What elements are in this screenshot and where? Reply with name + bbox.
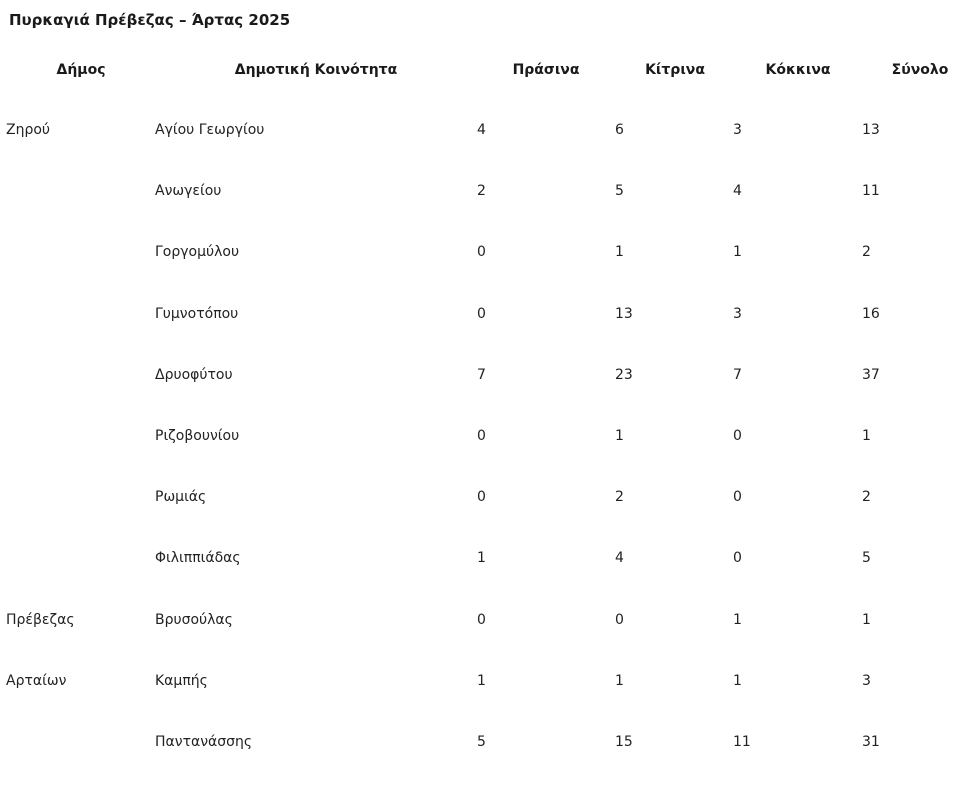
cell-koinotita: Ρωμιάς [155,489,207,505]
cell-synolo: 5 [862,550,871,566]
cell-kitrina: 13 [615,306,633,322]
cell-kokkina: 4 [733,183,742,199]
cell-prasina: 1 [477,550,486,566]
header-dimos: Δήμος [56,62,106,78]
cell-synolo: 31 [862,734,880,750]
cell-kokkina: 0 [733,489,742,505]
cell-kitrina: 1 [615,673,624,689]
cell-prasina: 7 [477,367,486,383]
cell-synolo: 2 [862,244,871,260]
cell-kitrina: 1 [615,244,624,260]
cell-synolo: 11 [862,183,880,199]
header-kokkina: Κόκκινα [765,62,831,78]
cell-koinotita: Καμπής [155,673,208,689]
cell-koinotita: Γοργομύλου [155,244,240,260]
cell-kitrina: 23 [615,367,633,383]
cell-kokkina: 3 [733,306,742,322]
cell-kitrina: 2 [615,489,624,505]
cell-synolo: 37 [862,367,880,383]
table-row [0,183,977,203]
cell-kokkina: 11 [733,734,751,750]
header-prasina: Πράσινα [512,62,580,78]
cell-kokkina: 1 [733,673,742,689]
cell-koinotita: Ριζοβουνίου [155,428,240,444]
cell-dimos: Πρέβεζας [6,612,75,628]
cell-prasina: 1 [477,673,486,689]
cell-kitrina: 1 [615,428,624,444]
table-row [0,612,977,632]
cell-synolo: 3 [862,673,871,689]
table-row [0,428,977,448]
header-koinotita: Δημοτική Κοινότητα [234,62,398,78]
cell-kitrina: 15 [615,734,633,750]
cell-prasina: 0 [477,612,486,628]
cell-prasina: 0 [477,428,486,444]
table-row [0,244,977,264]
cell-kitrina: 5 [615,183,624,199]
cell-prasina: 4 [477,122,486,138]
table-row [0,122,977,142]
cell-kokkina: 7 [733,367,742,383]
cell-synolo: 16 [862,306,880,322]
cell-synolo: 13 [862,122,880,138]
cell-kitrina: 6 [615,122,624,138]
table-row [0,367,977,387]
cell-dimos: Αρταίων [6,673,67,689]
cell-koinotita: Ανωγείου [155,183,222,199]
cell-prasina: 0 [477,489,486,505]
cell-kokkina: 1 [733,244,742,260]
header-synolo: Σύνολο [891,62,949,78]
cell-dimos: Ζηρού [6,122,51,138]
table-row [0,306,977,326]
cell-prasina: 2 [477,183,486,199]
cell-koinotita: Βρυσούλας [155,612,233,628]
table-row [0,673,977,693]
cell-kitrina: 4 [615,550,624,566]
cell-koinotita: Δρυοφύτου [155,367,233,383]
cell-kitrina: 0 [615,612,624,628]
cell-synolo: 1 [862,612,871,628]
cell-kokkina: 1 [733,612,742,628]
cell-synolo: 1 [862,428,871,444]
page-title: Πυρκαγιά Πρέβεζας – Άρτας 2025 [9,11,291,29]
cell-koinotita: Φιλιππιάδας [155,550,241,566]
cell-kokkina: 0 [733,550,742,566]
cell-kokkina: 3 [733,122,742,138]
cell-prasina: 0 [477,306,486,322]
cell-prasina: 5 [477,734,486,750]
table-row [0,734,977,754]
cell-koinotita: Αγίου Γεωργίου [155,122,265,138]
header-kitrina: Κίτρινα [645,62,705,78]
table-row [0,550,977,570]
cell-kokkina: 0 [733,428,742,444]
cell-prasina: 0 [477,244,486,260]
cell-koinotita: Παντανάσσης [155,734,253,750]
cell-synolo: 2 [862,489,871,505]
table-row [0,489,977,509]
cell-koinotita: Γυμνοτόπου [155,306,239,322]
